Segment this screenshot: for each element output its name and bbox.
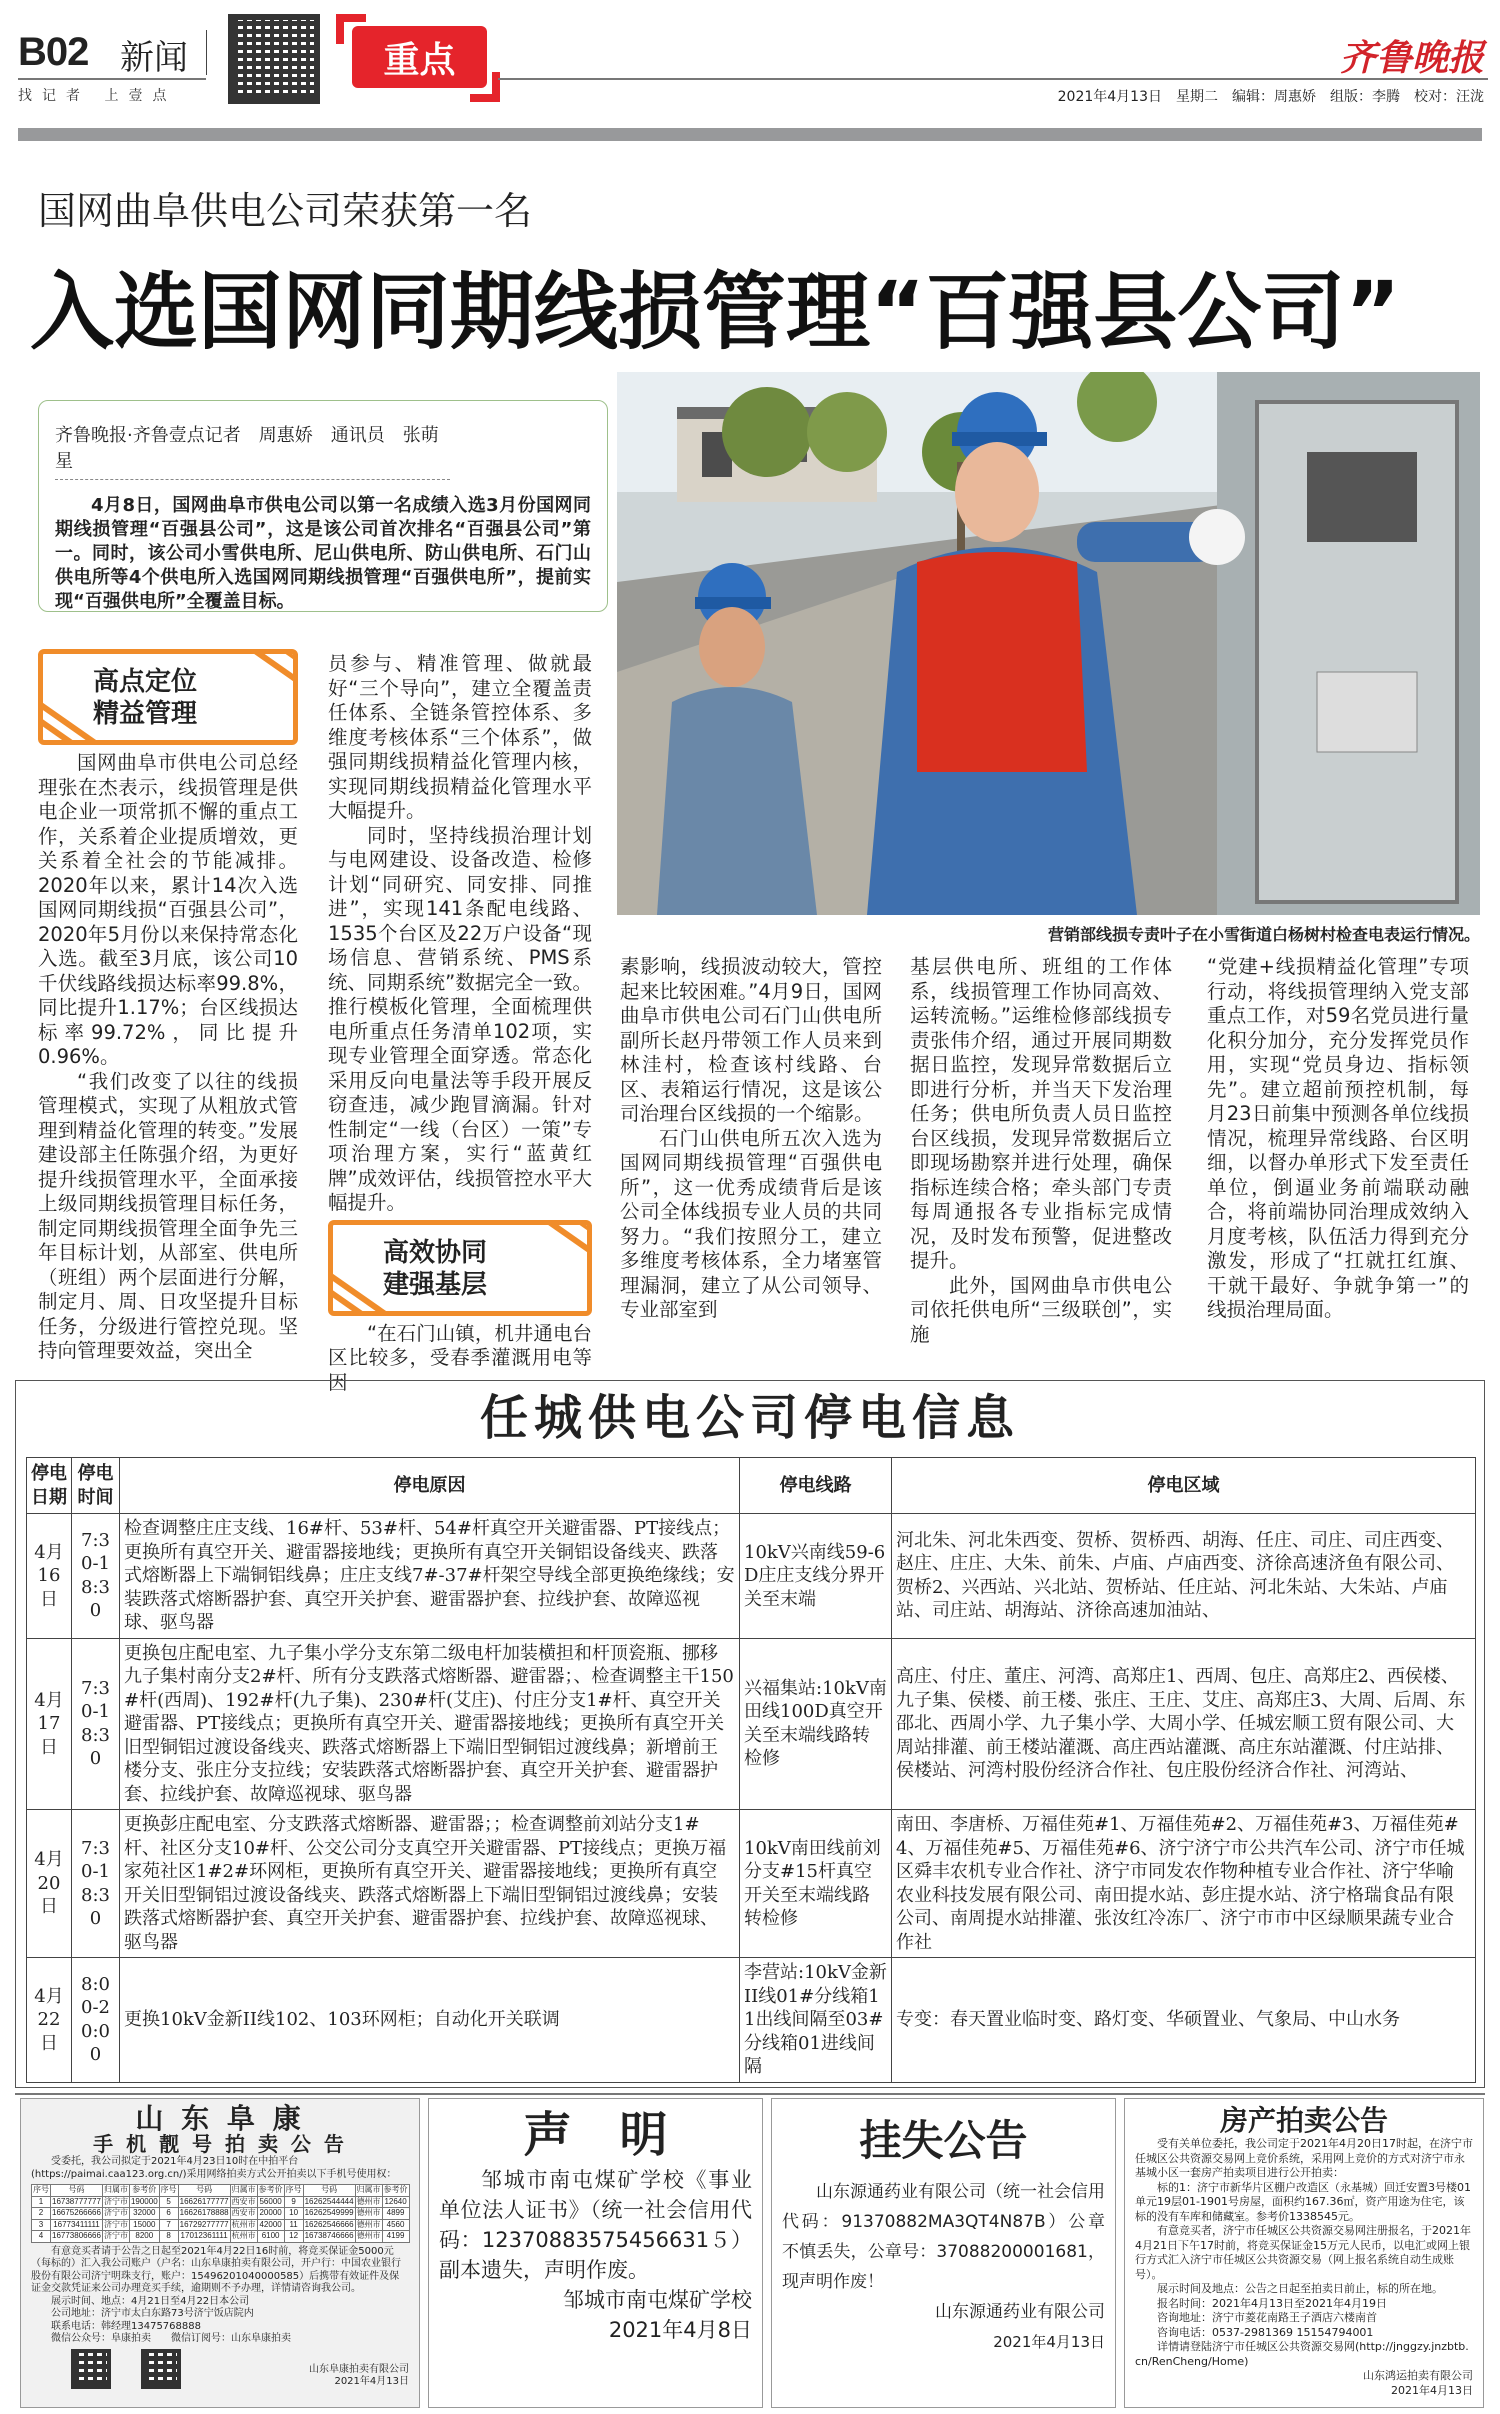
table-cell: 4560 xyxy=(382,2219,409,2231)
outage-date: 4月17日 xyxy=(27,1638,72,1810)
table-cell: 德州市 xyxy=(356,2219,381,2229)
ad-line: 公司地址：济宁市太白东路73号济宁饭店院内 xyxy=(51,2308,254,2319)
dateline: 2021年4月13日 星期二 编辑：周惠娇 组版：李腾 校对：汪泷 xyxy=(1057,89,1484,105)
newspaper-logo: 齐鲁晚报 xyxy=(1339,37,1484,79)
paragraph: 石门山供电所五次入选为国网同期线损管理“百强供电所”，这一优秀成绩背后是该公司全体线损专业人员的共同努力。“我们按照分工，建立多维度考核体系，全力堵塞管理漏洞，建立了从公司领导、专业部室到 xyxy=(620,1126,882,1321)
ad-signer: 山东鸿运拍卖有限公司 xyxy=(1363,2369,1473,2382)
paragraph: 国网曲阜市供电公司总经理张在杰表示，线损管理是供电企业一项常抓不懈的重点工作，关系着企业提质增效，更关系着全社会的节能减排。2020年以来，累计14次入选国网同期线损“百强县公司”，2020年5月份以来保持常态化入选。截至3月底，该公司10千伏线路线损达标率99.8%，同比提升1.17%；台区线损达标率99.72%，同比提升0.96%。 xyxy=(38,751,298,1068)
table-cell: 杭州市 xyxy=(231,2219,256,2229)
column-header: 序号 xyxy=(160,2185,177,2194)
table-cell: 6100 xyxy=(257,2231,284,2243)
table-cell: 2 xyxy=(32,2208,51,2220)
ad-footer xyxy=(31,2349,409,2389)
table-cell: 西安市 xyxy=(231,2196,256,2206)
table-cell: 济宁市 xyxy=(103,2219,128,2229)
column-header: 停电原因 xyxy=(120,1458,740,1514)
table-row xyxy=(32,2219,410,2231)
column-header: 序号 xyxy=(33,2185,49,2194)
article-column-2 xyxy=(328,652,592,1395)
outage-line: 兴福集站:10kV南田线100D真空开关至末端线路转检修 xyxy=(740,1638,892,1810)
column-header: 号码 xyxy=(178,2185,230,2197)
table-row xyxy=(27,1514,1476,1639)
ad-signer: 山东源通药业有限公司 xyxy=(935,2302,1105,2322)
ad-date: 2021年4月13日 xyxy=(334,2376,409,2387)
table-cell: 济宁市 xyxy=(103,2231,128,2240)
table-cell: 16729277777 xyxy=(179,2219,229,2229)
outage-title: 任城供电公司停电信息 xyxy=(479,1390,1020,1446)
table-cell: 9 xyxy=(284,2196,303,2208)
table-cell: 德州市 xyxy=(356,2208,381,2217)
ad-date: 2021年4月13日 xyxy=(993,2333,1105,2351)
ad-title: 声 明 xyxy=(523,2107,668,2163)
paragraph: “党建+线损精益化管理”专项行动，将线损管理纳入党支部重点工作，对59名党员进行量化积分加分，充分发挥党员作用，实现“党员身边、指标领先”。建立超前预控机制，每月23日前集中预测各单位线损情况，梳理异常线路、台区明细，以督办单形式下发至责任单位，倒逼业务前端联动融合，将前端协同治理成效纳入月度考核，队伍活力得到充分激发，形成了“扛就扛红旗、干就干最好、争就争第一”的线损治理局面。 xyxy=(1207,955,1469,1321)
outage-line: 10kV南田线前刘分支#15杆真空开关至末端线路转检修 xyxy=(740,1810,892,1958)
table-cell: 16773411111 xyxy=(51,2219,103,2231)
section-heading-box xyxy=(38,649,298,745)
table-cell: 16262546666 xyxy=(304,2219,354,2229)
ad-paragraph: 报名时间：2021年4月13日至2021年4月19日 xyxy=(1157,2296,1387,2310)
table-cell: 56000 xyxy=(257,2196,284,2208)
column-header: 停电线路 xyxy=(740,1458,892,1514)
table-cell: 4 xyxy=(32,2231,51,2243)
column-header: 参考价 xyxy=(383,2185,408,2194)
table-cell: 12 xyxy=(284,2231,303,2243)
table-cell: 190000 xyxy=(130,2196,158,2206)
outage-area: 河北朱、河北朱西变、贺桥、贺桥西、胡海、任庄、司庄、司庄西变、赵庄、庄庄、大朱、前朱、卢庙、卢庙西变、济徐高速济鱼有限公司、贺桥2、兴西站、兴北站、贺桥站、任庄站、河北朱站、大朱站、卢庙站、司庄站、胡海站、济徐高速加油站、 xyxy=(892,1514,1476,1639)
ad-signer: 山东阜康拍卖有限公司 xyxy=(309,2363,409,2375)
table-cell: 16738746666 xyxy=(304,2231,354,2240)
ad-loss-notice xyxy=(771,2098,1116,2408)
table-cell: 7 xyxy=(159,2219,178,2231)
article-column-5 xyxy=(1207,955,1469,1323)
ad-intro: 受委托，我公司拟定于2021年4月23日10时在中拍平台(https://paimai.caa123.org.cn/)采用网络拍卖方式公开拍卖以下手机号使用权： xyxy=(31,2156,397,2180)
ad-line: 联系电话：韩经理13475768888 xyxy=(51,2320,201,2332)
article-subtitle: 国网曲阜供电公司荣获第一名 xyxy=(38,189,533,233)
ad-paragraph: 咨询地址：济宁市菱花南路王子酒店六楼南首 xyxy=(1157,2311,1377,2324)
section-tag: 重点 xyxy=(352,26,487,88)
article-column-4 xyxy=(910,955,1172,1347)
auction-table xyxy=(31,2184,410,2243)
qr-code-icon[interactable] xyxy=(71,2349,111,2389)
paragraph: 此外，国网曲阜市供电公司依托供电所“三级联创”，实施 xyxy=(910,1273,1172,1346)
ad-title: 挂失公告 xyxy=(859,2116,1028,2165)
paragraph: 素影响，线损波动较大，管控起来比较困难。”4月9日，国网曲阜市供电公司石门山供电所副所长赵丹带领工作人员来到林洼村，检查该村线路、台区、表箱运行情况，这是该公司治理台区线损的一个缩影。 xyxy=(620,955,882,1125)
outage-reason: 检查调整庄庄支线、16#杆、53#杆、54#杆真空开关避雷器、PT接线点；更换所有真空开关、避雷器接地线；更换所有真空开关铜铝设备线夹、跌落式熔断器上下端铜铝线鼻；庄庄支线7#-37#杆架空导线全部更换绝缘线；安装跌落式熔断器护套、真空开关护套、避雷器护套、拉线护套、故障巡视球、驱鸟器 xyxy=(120,1514,740,1639)
ad-date: 2021年4月8日 xyxy=(608,2318,752,2342)
column-header: 归属市 xyxy=(231,2185,256,2194)
outage-time: 8:00-20:00 xyxy=(72,1958,120,2083)
ad-paragraph: 有意竞买者，济宁市任城区公共资源交易网注册报名，于2021年4月21日下午17时前，将竞买保证金15万元人民币，以电汇或网上银行方式汇入济宁市任城区公共资源交易（网上报名系统自动生成账号）。 xyxy=(1135,2224,1471,2281)
table-cell: 1 xyxy=(32,2196,51,2208)
ad-signature xyxy=(309,2364,409,2389)
ad-line: 展示时间、地点：4月21日至4月22日本公司 xyxy=(51,2295,250,2307)
table-cell: 17012361111 xyxy=(178,2231,230,2243)
table-cell: 16262544444 xyxy=(304,2196,354,2206)
ad-paragraph: 详情请登陆济宁市任城区公共资源交易网(http://jnggzy.jnzbtb.cn/RenCheng/Home) xyxy=(1135,2340,1469,2368)
ad-phone-number-auction xyxy=(20,2098,420,2408)
paragraph: 同时，坚持线损治理计划与电网建设、设备改造、检修计划“同研究、同安排、同推进”，实现141条配电线路、1535个台区及22万户设备“现场信息、营销系统、PMS系统、同期系统”数据完全一致。推行模板化管理，全面梳理供电所重点任务清单102项，实现专业管理全面穿透。常态化采用反向电量法等手段开展反窃查违，减少跑冒滴漏。针对性制定“一线（台区）一策”专项治理方案，实行“蓝黄红牌”成效评估，线损管控水平大幅提升。 xyxy=(328,823,592,1214)
outage-reason: 更换10kV金新II线102、103环网柜；自动化开关联调 xyxy=(120,1958,740,2083)
byline: 齐鲁晚报·齐鲁壹点记者 周惠娇 通讯员 张萌星 xyxy=(55,421,450,480)
table-cell: 4199 xyxy=(382,2231,409,2243)
page-number: B02 xyxy=(18,30,89,74)
column-header: 停电日期 xyxy=(27,1458,72,1514)
header-bar xyxy=(18,128,1482,141)
ad-statement xyxy=(428,2098,763,2408)
table-cell: 16262549999 xyxy=(304,2208,354,2217)
ad-paragraph: 展示时间及地点：公告之日起至拍卖日前止，标的所在地。 xyxy=(1157,2282,1443,2295)
table-row xyxy=(32,2196,410,2208)
table-cell: 20000 xyxy=(257,2208,284,2220)
paragraph: “在石门山镇，机井通电台区比较多，受春季灌溉用电等因 xyxy=(328,1321,592,1394)
table-cell: 16675266666 xyxy=(52,2208,101,2217)
ad-property-auction xyxy=(1124,2098,1484,2408)
column-header: 号码 xyxy=(51,2185,103,2197)
table-cell: 16626177777 xyxy=(179,2196,229,2206)
outage-info-section xyxy=(15,1380,1485,2088)
column-header: 停电区域 xyxy=(892,1458,1476,1514)
section-heading-box xyxy=(328,1220,592,1316)
column-header: 归属市 xyxy=(356,2185,381,2194)
table-cell: 12640 xyxy=(382,2196,409,2208)
ad-paragraph: 咨询电话：0537-2981369 15154794001 xyxy=(1157,2325,1374,2339)
paragraph: “我们改变了以往的线损管理模式，实现了从粗放式管理到精益化管理的转变。”发展建设部主任陈强介绍，为更好提升线损管理水平，全面承接上级同期线损管理目标任务，制定同期线损管理全面争先三年目标计划，从部室、供电所（班组）两个层面进行分解，制定月、周、日攻坚提升目标任务，分级进行管控兑现。坚持向管理要效益，突出全 xyxy=(38,1069,298,1362)
table-cell: 济宁市 xyxy=(103,2208,128,2217)
ad-subtitle: 手 机 靓 号 拍 卖 公 告 xyxy=(93,2132,347,2156)
table-cell: 42000 xyxy=(257,2219,284,2231)
column-header: 序号 xyxy=(285,2185,302,2194)
table-cell: 西安市 xyxy=(231,2208,256,2217)
divider xyxy=(206,30,207,75)
table-header-row xyxy=(27,1458,1476,1514)
qr-code-icon[interactable] xyxy=(141,2349,181,2389)
outage-date: 4月16日 xyxy=(27,1514,72,1639)
table-cell: 济宁市 xyxy=(103,2196,128,2206)
paragraph: 员参与、精准管理、做就最好“三个导向”，建立全覆盖责任体系、全链条管控体系、多维度考核体系“三个体系”，做强同期线损精益化管理内核，实现同期线损精益化管理水平大幅提升。 xyxy=(328,652,592,822)
paragraph: 基层供电所、班组的工作体系，线损管理工作协同高效、运转流畅。”运维检修部线损专责张伟介绍，通过开展同期数据日监控，发现异常数据后立即进行分析，并当天下发治理任务；供电所负责人员日监控台区线损，发现异常数据后立即现场勘察并进行处理，确保指标连续合格；牵头部门专责每周通报各专业指标完成情况，及时发布预警，促进整改提升。 xyxy=(910,955,1172,1272)
ad-line: 微信公众号：阜康拍卖 微信订阅号：山东阜康拍卖 xyxy=(51,2333,291,2344)
table-row xyxy=(27,1958,1476,2083)
table-cell: 德州市 xyxy=(356,2231,381,2240)
outage-time: 7:30-18:30 xyxy=(72,1810,120,1958)
table-cell: 4899 xyxy=(382,2208,409,2220)
table-cell: 8 xyxy=(159,2231,178,2243)
qr-code-icon[interactable] xyxy=(228,14,320,104)
outage-area: 南田、李唐桥、万福佳苑#1、万福佳苑#2、万福佳苑#3、万福佳苑#4、万福佳苑#5、万福佳苑#6、济宁济宁市公共汽车公司、济宁市任城区舜丰农机专业合作社、济宁市同发农作物种植专业合作社、济宁华喻农业科技发展有限公司、南田提水站、彭庄提水站、济宁格瑞食品有限公司、南周提水站排灌、张汝红冷冻厂、济宁市市中区绿顺果蔬专业合作社 xyxy=(892,1810,1476,1958)
outage-reason: 更换包庄配电室、九子集小学分支东第二级电杆加装横担和杆顶瓷瓶、挪移九子集村南分支2#杆、所有分支跌落式熔断器、避雷器；、检查调整主干150#杆(西周)、192#杆(九子集)、230#杆(艾庄)、付庄分支1#杆、真空开关避雷器、PT接线点；更换所有真空开关、避雷器接地线；更换所有真空开关旧型铜铝过渡设备线夹、跌落式熔断器上下端旧型铜铝过渡线鼻；新增前王楼分支、张庄分支拉线；安装跌落式熔断器护套、真空开关护套、避雷器护套、拉线护套、故障巡视球、驱鸟器 xyxy=(120,1638,740,1810)
ad-paragraph: 标的1：济宁市新华片区棚户改造区（永基城）回迁安置3号楼01单元19层01-1901号房屋，面积约167.36㎡，资产用途为住宅，该标的没有车库和储藏室。参考价1338545元。 xyxy=(1135,2180,1471,2223)
heading-line: 高点定位 xyxy=(93,667,198,697)
table-cell: 德州市 xyxy=(356,2196,381,2206)
ad-signer: 邹城市南屯煤矿学校 xyxy=(563,2288,752,2312)
ad-body: 有意竞买者请于公告之日起至2021年4月22日16时前，将竞买保证金5000元（每标的）汇入我公司账户（户名：山东阜康拍卖有限公司，开户行：中国农业银行股份有限公司济宁明珠支行，账户：15496201040000585）后携带有效证件及保证金交款凭证来公司办理竞买手续，逾期则不予办理，详情请咨询我公司。 xyxy=(31,2245,401,2294)
column-header: 参考价 xyxy=(258,2185,283,2194)
table-cell: 32000 xyxy=(129,2208,159,2220)
outage-reason: 更换彭庄配电室、分支跌落式熔断器、避雷器；；检查调整前刘站分支1#杆、社区分支10#杆、公交公司分支真空开关避雷器、PT接线点；更换万福家苑社区1#2#环网柜，更换所有真空开关、避雷器接地线；更换所有真空开关旧型铜铝过渡设备线夹、跌落式熔断器上下端旧型铜铝过渡线鼻；安装跌落式熔断器护套、真空开关护套、避雷器护套、拉线护套、故障巡视球、驱鸟器 xyxy=(120,1810,740,1958)
table-cell: 8200 xyxy=(129,2231,159,2243)
table-cell: 10 xyxy=(284,2208,303,2220)
ad-title: 山 东 阜 康 xyxy=(135,2102,305,2135)
column-header: 归属市 xyxy=(103,2185,128,2194)
table-cell: 15000 xyxy=(129,2219,159,2231)
column-header: 参考价 xyxy=(129,2185,159,2197)
table-cell: 6 xyxy=(159,2208,178,2220)
section-name: 新闻 xyxy=(120,38,188,78)
news-photo xyxy=(617,372,1480,915)
ad-date: 2021年4月13日 xyxy=(1391,2383,1473,2397)
outage-table xyxy=(26,1457,1476,2083)
table-row xyxy=(27,1638,1476,1810)
slogan: 找记者 上壹点 xyxy=(18,88,177,104)
outage-area: 专变：春天置业临时变、路灯变、华硕置业、气象局、中山水务 xyxy=(892,1958,1476,2083)
ad-body: 邹城市南屯煤矿学校《事业单位法人证书》（统一社会信用代码：12370883575456631５）副本遗失，声明作废。 xyxy=(439,2168,752,2282)
outage-line: 10kV兴南线59-6D庄庄支线分界开关至末端 xyxy=(740,1514,892,1639)
heading-line: 高效协同 xyxy=(383,1237,488,1268)
outage-time: 7:30-18:30 xyxy=(72,1638,120,1810)
ad-body: 山东源通药业有限公司（统一社会信用代码：91370882MA3QT4N87B）公章不慎丢失，公章号：37088200001681，现声明作废！ xyxy=(782,2182,1105,2292)
heading-line: 精益管理 xyxy=(93,699,198,729)
outage-date: 4月20日 xyxy=(27,1810,72,1958)
outage-line: 李营站:10kV金新II线01#分线箱11出线间隔至03#分线箱01进线间隔 xyxy=(740,1958,892,2083)
outage-area: 高庄、付庄、董庄、河湾、高郑庄1、西周、包庄、高郑庄2、西侯楼、九子集、侯楼、前王楼、张庄、王庄、艾庄、高郑庄3、大周、后周、东邵北、西周小学、九子集小学、大周小学、任城宏顺工贸有限公司、大周站排灌、前王楼站灌溉、高庄西站灌溉、高庄东站灌溉、付庄站排、侯楼站、河湾村股份经济合作社、包庄股份经济合作社、河湾站、 xyxy=(892,1638,1476,1810)
table-cell: 3 xyxy=(32,2219,51,2231)
table-cell: 11 xyxy=(284,2219,303,2231)
table-row xyxy=(27,1810,1476,1958)
table-cell: 16773806666 xyxy=(52,2231,101,2240)
divider xyxy=(15,2093,1485,2095)
outage-time: 7:30-18:30 xyxy=(72,1514,120,1639)
ad-title: 房产拍卖公告 xyxy=(1219,2104,1388,2137)
article-column-1 xyxy=(38,645,298,1364)
table-cell: 16738777777 xyxy=(52,2196,101,2206)
lead-paragraph: 4月8日，国网曲阜市供电公司以第一名成绩入选3月份国网同期线损管理“百强县公司”，这是该公司首次排名“百强县公司”第一。同时，该公司小雪供电所、尼山供电所、防山供电所、石门山供电所等4个供电所入选国网同期线损管理“百强供电所”，提前实现“百强供电所”全覆盖目标。 xyxy=(55,495,591,612)
intro-box xyxy=(38,400,608,612)
table-row xyxy=(32,2208,410,2220)
column-header: 停电时间 xyxy=(72,1458,120,1514)
column-header: 号码 xyxy=(303,2185,355,2197)
ad-paragraph: 受有关单位委托，我公司定于2021年4月20日17时起，在济宁市任城区公共资源交易网上竞价系统，采用网上竞价的方式对济宁市永基城小区一套房产拍卖项目进行公开拍卖： xyxy=(1135,2137,1473,2179)
table-cell: 16626178888 xyxy=(179,2208,229,2217)
table-cell: 杭州市 xyxy=(231,2231,256,2240)
heading-line: 建强基层 xyxy=(383,1269,488,1300)
divider xyxy=(18,78,206,80)
article-column-3 xyxy=(620,955,882,1323)
table-cell: 5 xyxy=(159,2196,178,2208)
table-row xyxy=(32,2231,410,2243)
article-title: 入选国网同期线损管理“百强县公司” xyxy=(30,263,1401,361)
outage-date: 4月22日 xyxy=(27,1958,72,2083)
photo-caption: 营销部线损专责叶子在小雪街道白杨树村检查电表运行情况。 xyxy=(1047,925,1480,944)
photo-workers-checking-meter xyxy=(617,372,1480,915)
